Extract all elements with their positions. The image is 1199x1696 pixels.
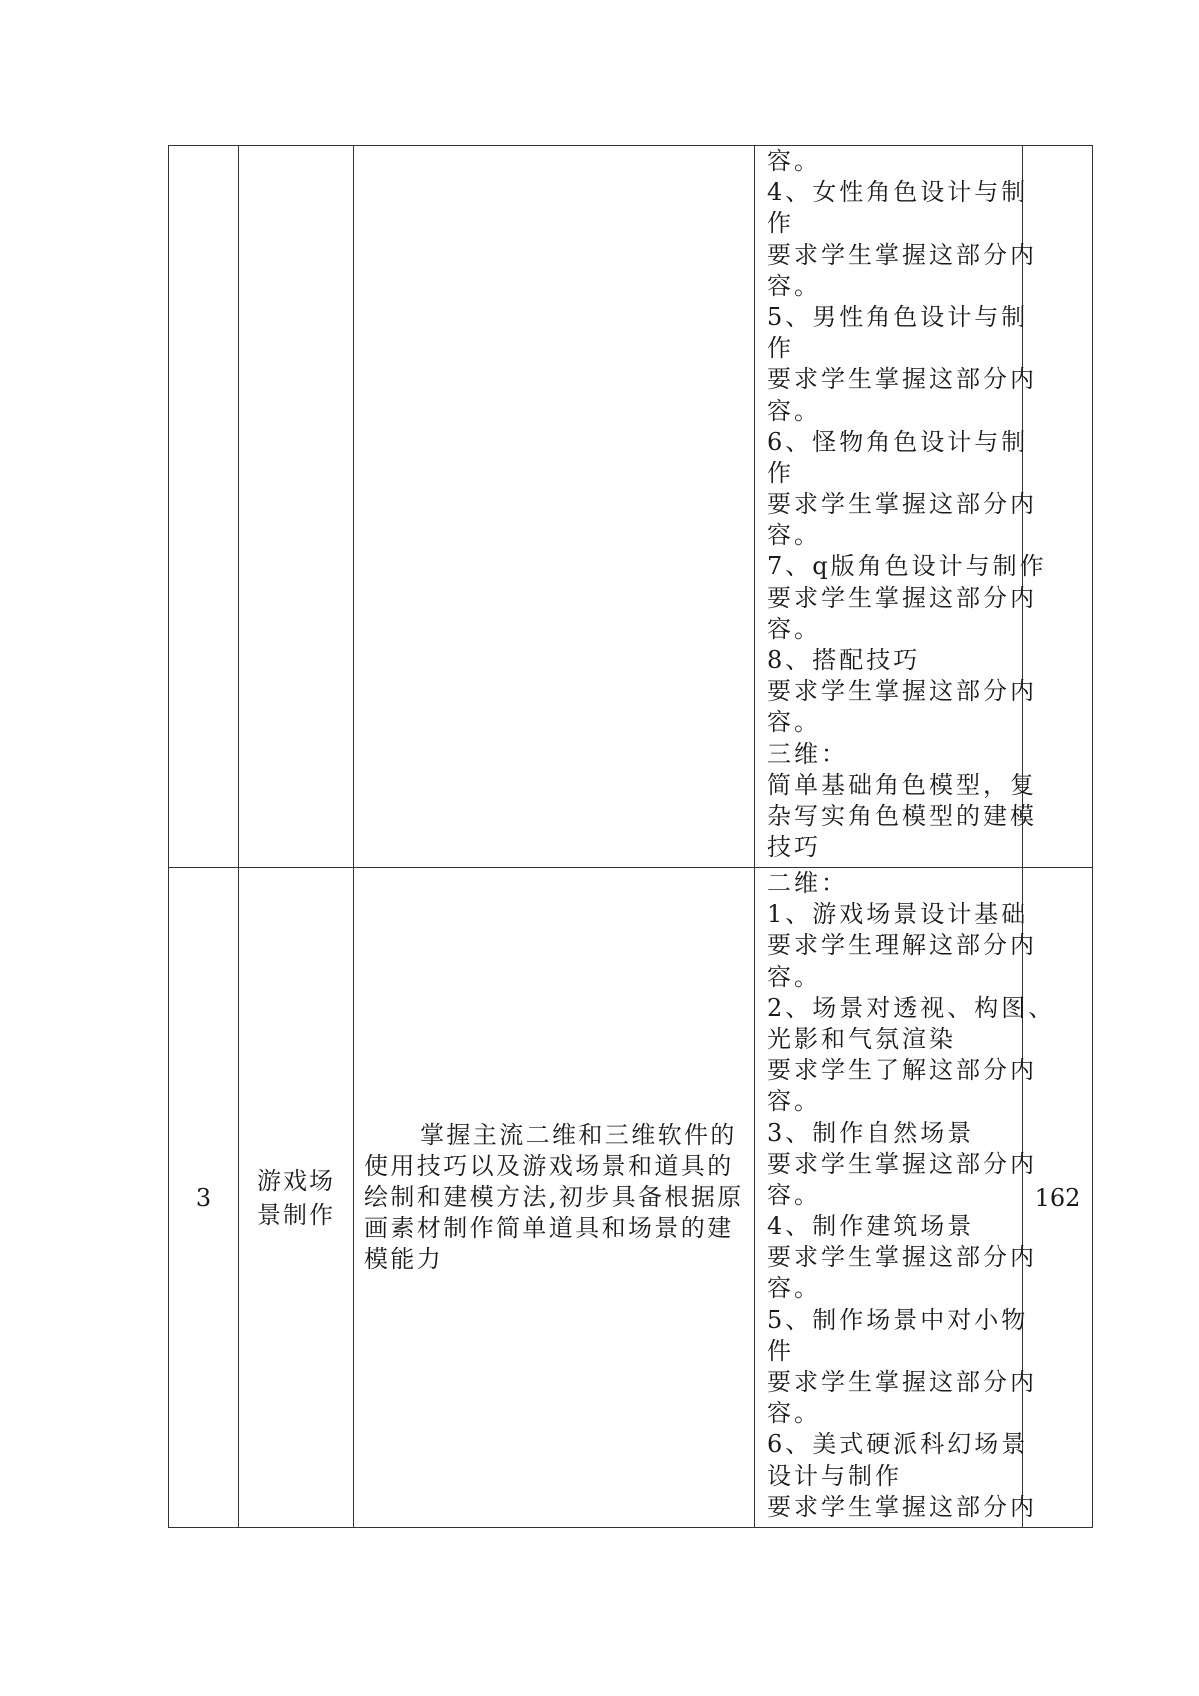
content-line: 要求学生掌握这部分内: [767, 677, 1037, 706]
curriculum-table: [168, 145, 1093, 1528]
content-line: 3、制作自然场景: [767, 1118, 975, 1147]
content-line: 作: [767, 334, 794, 363]
content-line: 二维：: [767, 869, 848, 897]
hours-cell: [1023, 868, 1093, 1528]
course-name: [253, 1164, 339, 1232]
content-line: 容。: [767, 271, 821, 300]
content-cell: [755, 868, 1056, 1528]
index-cell: [169, 146, 239, 868]
content-line: 容。: [767, 1087, 821, 1116]
content-line: 容。: [767, 1274, 821, 1303]
course-name-line: 游戏场: [257, 1166, 335, 1195]
row-index: 3: [195, 1183, 212, 1212]
content-lines: [767, 146, 1047, 863]
content-line: 要求学生掌握这部分内: [767, 1368, 1037, 1396]
content-line: 6、美式硬派科幻场景: [767, 1430, 1029, 1459]
content-line: 7、q版角色设计与制作: [767, 552, 1047, 581]
content-line: 容。: [767, 147, 821, 175]
content-line: 5、制作场景中对小物: [767, 1305, 1029, 1334]
content-line: 件: [767, 1336, 794, 1365]
content-line: 技巧: [767, 833, 821, 862]
table-row: [169, 146, 1093, 868]
content-line: 容。: [767, 1399, 821, 1428]
content-line: 要求学生掌握这部分内: [767, 1149, 1037, 1178]
content-lines: [767, 868, 1056, 1523]
content-line: 容。: [767, 1180, 821, 1209]
table-row: [169, 868, 1093, 1528]
content-line: 要求学生掌握这部分内: [767, 1243, 1037, 1272]
content-line: 容。: [767, 614, 821, 643]
content-line: 8、搭配技巧: [767, 646, 921, 674]
content-line: 要求学生掌握这部分内: [767, 365, 1037, 394]
content-line: 4、制作建筑场景: [767, 1212, 975, 1241]
content-cell: [755, 146, 1047, 868]
content-line: 设计与制作: [767, 1461, 902, 1490]
objective-cell: [354, 146, 755, 868]
objective-text: 掌握主流二维和三维软件的使用技巧以及游戏场景和道具的绘制和建模方法,初步具备根据原画素材制作简单道具和场景的建模能力: [364, 1121, 744, 1273]
content-line: 容。: [767, 962, 821, 991]
course-name-cell: [239, 868, 354, 1528]
content-line: 要求学生理解这部分内: [767, 931, 1037, 960]
content-line: 容。: [767, 396, 821, 425]
content-line: 三维：: [767, 739, 848, 768]
content-line: 容。: [767, 521, 821, 550]
course-name-cell: [239, 146, 354, 868]
content-line: 1、游戏场景设计基础: [767, 900, 1029, 929]
content-line: 要求学生掌握这部分内: [767, 240, 1037, 269]
objective-cell: [354, 868, 755, 1528]
content-line: 6、怪物角色设计与制: [767, 427, 1029, 456]
content-line: 2、场景对透视、构图、: [767, 993, 1056, 1022]
content-line: 要求学生掌握这部分内: [767, 1492, 1037, 1521]
hours-value: 162: [1034, 1183, 1081, 1212]
content-line: 作: [767, 458, 794, 487]
content-line: 杂写实角色模型的建模: [767, 801, 1037, 830]
index-cell: [169, 868, 239, 1528]
course-name-line: 景制作: [257, 1200, 335, 1229]
content-line: 简单基础角色模型，复: [767, 770, 1037, 799]
content-line: 作: [767, 209, 794, 238]
content-line: 容。: [767, 708, 821, 737]
content-line: 要求学生掌握这部分内: [767, 583, 1037, 612]
content-line: 要求学生了解这部分内: [767, 1056, 1037, 1085]
content-line: 5、男性角色设计与制: [767, 302, 1029, 331]
content-line: 4、女性角色设计与制: [767, 178, 1029, 207]
content-line: 要求学生掌握这部分内: [767, 490, 1037, 519]
content-line: 光影和气氛渲染: [767, 1024, 956, 1053]
